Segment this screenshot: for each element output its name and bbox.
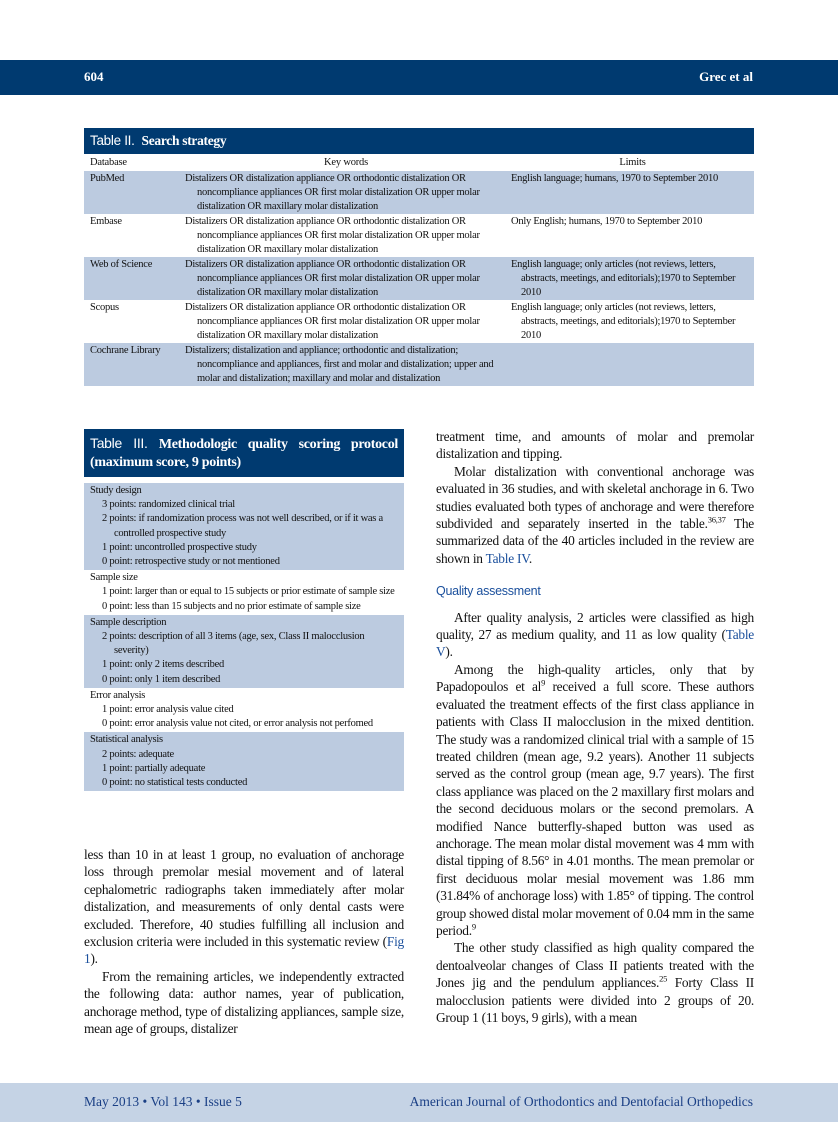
keywords-cell: Distalizers OR distalization appliance OR orthodontic distalization OR noncompliance appliances OR first molar distalization OR upper molar distalization OR maxillary molar distalization [185,259,480,298]
text: . [528,550,532,566]
running-footer [0,1083,838,1122]
scoring-item: 1 point: larger than or equal to 15 subjects or prior estimate of sample size [102,586,395,598]
protocol-section [84,688,404,733]
keywords-cell: Distalizers OR distalization appliance OR orthodontic distalization OR noncompliance appliances OR first molar distalization OR upper molar distalization OR maxillary molar distalization [185,302,480,341]
paragraph: treatment time, and amounts of molar and premolar distalization and tipping. [436,429,754,462]
scoring-item: 2 points: if randomization process was not well described, or if it was a controlled prospective study [102,513,383,539]
scoring-item: 0 point: less than 15 subjects and no prior estimate of sample size [102,600,361,612]
table-iv-link[interactable]: Table IV [485,550,529,566]
limits-cell: English language; only articles (not reviews, letters, abstracts, meetings, and editorials);1970 to September 2010 [511,302,736,341]
table-quality-protocol [84,429,404,791]
section-heading: Sample size [90,572,138,584]
text: ). [445,644,453,660]
protocol-section [84,732,404,791]
table-row [84,214,754,257]
scoring-item: 0 point: only 1 item described [102,673,221,685]
citation: 25 [659,973,668,984]
paragraph [84,846,404,968]
section-heading: Study design [90,485,142,496]
paragraph [436,661,754,940]
text: ). [90,951,98,967]
database-cell: Embase [90,216,122,227]
scoring-item: 0 point: error analysis value not cited, or error analysis not perfomed [102,718,373,730]
table-row [84,171,754,214]
table-caption [84,429,404,477]
database-cell: Scopus [90,302,119,313]
keywords-cell: Distalizers; distalization and appliance; orthodontic and distalization; noncompliance and appliances, first and molar and distalization; upper and molar and distalization; maxillary and molar and distalization [185,345,494,384]
table-label: Table II. [90,133,135,148]
text: received a full score. These authors evaluated the treatment effects of the first class appliance in patients with Class II malocclusion in the mixed dentition. The study was a randomized clinical trial with a sample of 15 treated children (mean age, 9.2 years). Another 11 subjects served as the control group (mean age, 9.7 years). The first class appliance was placed on the 2 maxillary first molars and the second deciduous molars or the second premolars. A modified Nance butterfly-shaped button was used as anchorage. The mean molar distal movement was 4 mm with distal tipping of 8.56° in 4.01 months. The mean premolar or first deciduous molar mesial movement was 1.86 mm (31.84% of anchorage loss) with 1.85° of tipping. The control group showed distal molar movement of 0.04 mm in the same period. [436,679,754,938]
citation: 36,37 [707,514,726,525]
paragraph [436,609,754,661]
protocol-section [84,570,404,615]
scoring-item: 3 points: randomized clinical trial [102,499,235,511]
right-column-text [436,428,754,1026]
limits-cell: English language; humans, 1970 to September 2010 [511,173,719,184]
database-cell: PubMed [90,173,125,184]
text: Molar distalization with conventional anchorage was evaluated in 36 studies, and with skeletal anchorage in 6. Two studies evaluated both types of anchorage and were therefore subdivided and separately inserted in the table. [436,463,754,532]
table-header-row [84,154,754,171]
table-caption [84,128,754,154]
table-search-strategy [84,128,754,386]
table-title: Search strategy [141,133,227,148]
protocol-section [84,483,404,570]
paragraph [436,939,754,1026]
table-title: Methodologic quality scoring protocol (maximum score, 9 points) [90,437,398,470]
database-cell: Cochrane Library [90,345,161,356]
citation: 9 [541,677,546,688]
protocol-section [84,615,404,688]
issue-info: May 2013 • Vol 143 • Issue 5 [84,1094,242,1109]
running-authors: Grec et al [699,69,753,84]
scoring-item: 1 point: uncontrolled prospective study [102,541,257,553]
paragraph: From the remaining articles, we independently extracted the following data: author names, year of publication, anchorage method, type of distalizing appliances, sample size, mean age of groups, distalizer [84,968,404,1037]
table-body [84,483,404,791]
scoring-item: 1 point: error analysis value cited [102,704,234,716]
text: The summarized data of the 40 articles included in the review are shown in [436,516,754,566]
scoring-item: 2 points: description of all 3 items (age, sex, Class II malocclusion severity) [102,631,365,657]
column-header: Limits [619,157,646,168]
database-cell: Web of Science [90,259,153,270]
running-header [0,60,838,95]
table-v-link[interactable]: Table V [436,627,754,660]
limits-cell: Only English; humans, 1970 to September 2010 [511,216,703,227]
keywords-cell: Distalizers OR distalization appliance OR orthodontic distalization OR noncompliance appliances OR first molar distalization OR upper molar distalization OR maxillary molar distalization [185,173,480,212]
limits-cell: English language; only articles (not reviews, letters, abstracts, meetings, and editorials);1970 to September 2010 [511,259,736,298]
scoring-item: 0 point: no statistical tests conducted [102,777,248,789]
fig-1-link[interactable]: Fig 1 [84,934,404,967]
left-column-text [84,846,404,1037]
keywords-cell: Distalizers OR distalization appliance OR orthodontic distalization OR noncompliance appliances OR first molar distalization OR upper molar distalization OR maxillary molar distalization [185,216,480,255]
table-row [84,300,754,343]
column-header: Key words [324,157,368,168]
scoring-item: 1 point: partially adequate [102,762,206,774]
table-body [84,171,754,386]
text: The other study classified as high quality compared the dentoalveolar changes of Class II patients treated with the Jones jig and the pendulum appliances. [436,940,754,991]
text: Among the high-quality articles, only that by Papadopoulos et al [436,661,754,695]
section-heading: Error analysis [90,689,146,701]
table-row [84,257,754,300]
section-heading: Quality assessment [436,584,541,599]
text: less than 10 in at least 1 group, no evaluation of anchorage loss through premolar mesial movement and of lateral cephalometric radiographs taken immediately after molar distalization, and measurements of only dental casts were excluded. Therefore, 40 studies fulfilling all inclusion and exclusion criteria were included in this systematic review ( [84,847,404,950]
scoring-item: 0 point: retrospective study or not mentioned [102,556,280,568]
section-heading: Statistical analysis [90,734,163,746]
page-number: 604 [84,69,104,84]
paragraph [436,463,754,567]
text: Forty Class II malocclusion patients were divided into 2 groups of 20. Group 1 (11 boys, 9 girls), with a mean [436,975,754,1025]
table-label: Table III. [90,435,148,451]
section-heading: Sample description [90,616,167,628]
scoring-item: 2 points: adequate [102,748,174,760]
text: After quality analysis, 2 articles were classified as high quality, 27 as medium quality, and 11 as low quality ( [436,609,754,643]
table-row [84,343,754,386]
limits-cell [511,344,754,386]
journal-name: American Journal of Orthodontics and Dentofacial Orthopedics [409,1094,753,1109]
citation: 9 [471,921,476,932]
scoring-item: 1 point: only 2 items described [102,659,225,671]
column-header: Database [90,157,127,168]
